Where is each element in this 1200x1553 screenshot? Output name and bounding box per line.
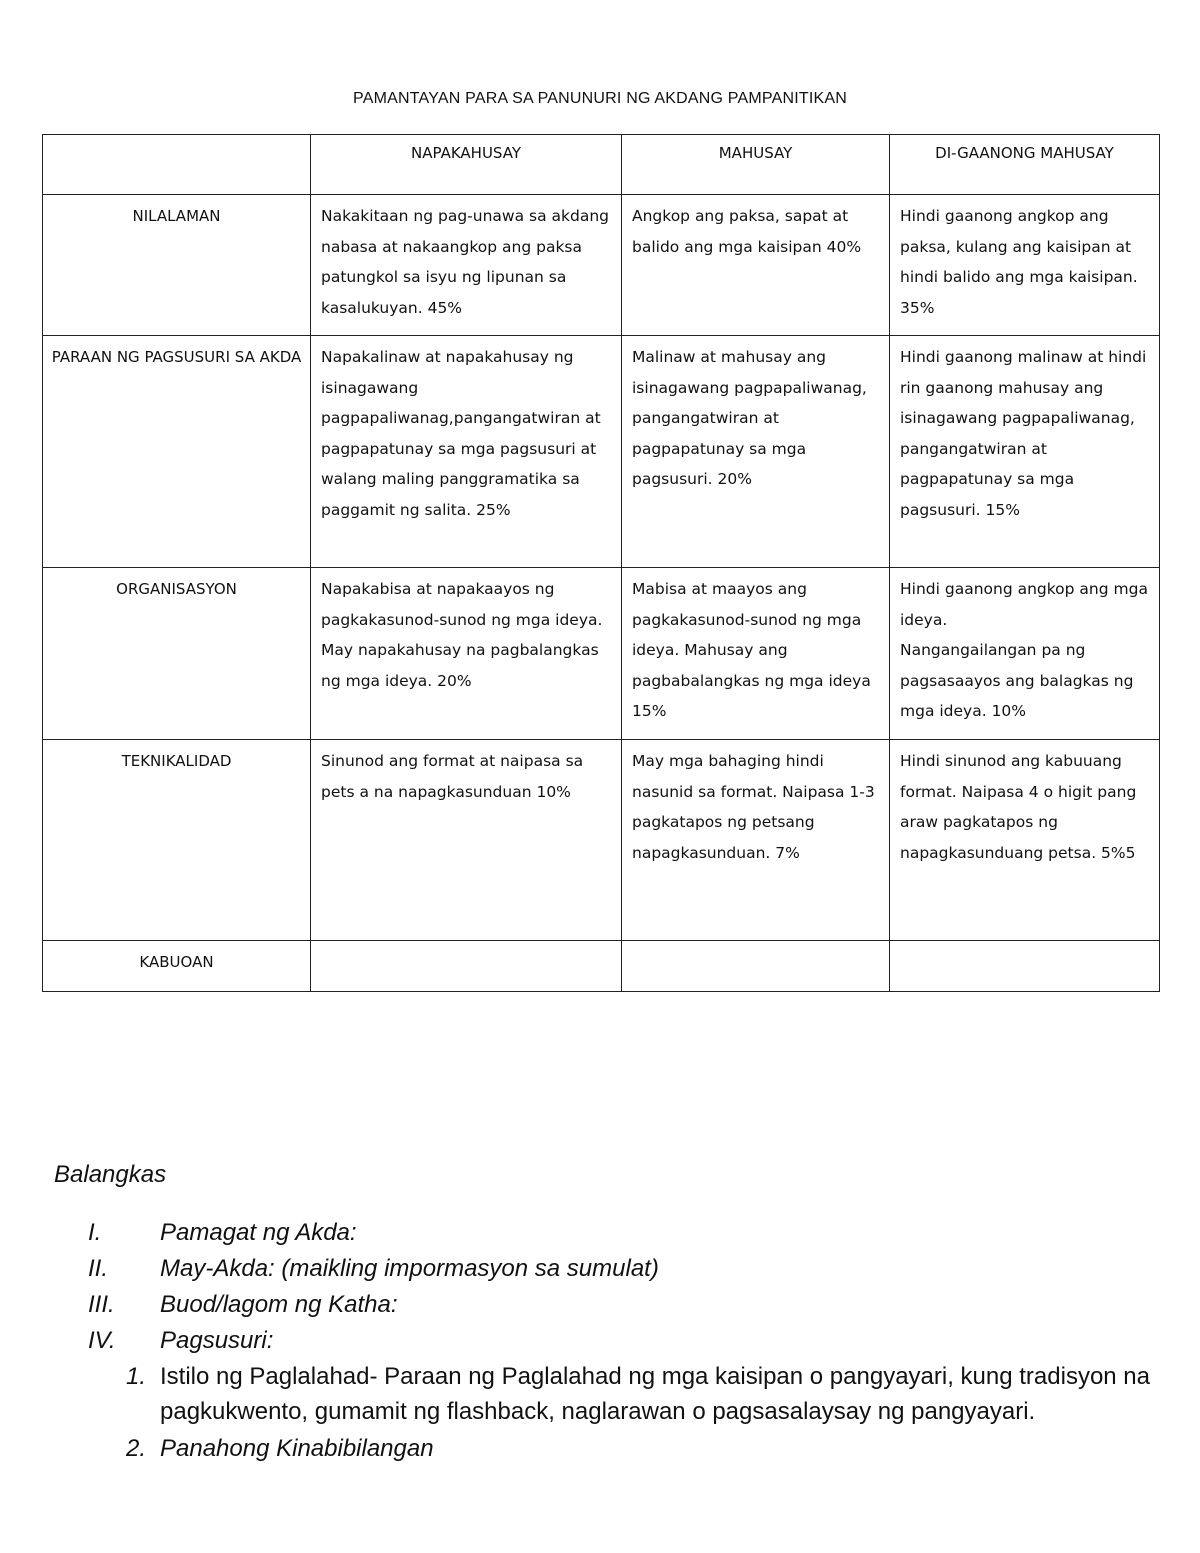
criterion-cell: PARAAN NG PAGSUSURI SA AKDA	[43, 336, 311, 568]
criterion-cell: NILALAMAN	[43, 195, 311, 336]
sub-list-item	[126, 1431, 1164, 1466]
list-item	[54, 1323, 1164, 1359]
table-row	[43, 740, 1160, 941]
napakahusay-cell: Napakalinaw at napakahusay ng isinagawang pagpapaliwanag,pangangatwiran at pagpapatunay sa mga pagsusuri at walang maling panggramatika sa paggamit ng salita. 25%	[311, 336, 622, 568]
list-number: IV.	[88, 1327, 116, 1354]
napakahusay-cell: Napakabisa at napakaayos ng pagkakasunod-sunod ng mga ideya. May napakahusay na pagbalangkas ng mga ideya. 20%	[311, 568, 622, 740]
header-di-gaanong-mahusay: DI-GAANONG MAHUSAY	[890, 135, 1160, 195]
list-item-text: Pamagat ng Akda:	[160, 1219, 357, 1246]
mahusay-cell	[622, 941, 890, 992]
di-gaanong-mahusay-cell: Hindi gaanong angkop ang mga ideya. Nangangailangan pa ng pagsasaayos ang balagkas ng mga ideya. 10%	[890, 568, 1160, 740]
list-item	[54, 1215, 1164, 1251]
table-row	[43, 195, 1160, 336]
sub-list	[126, 1359, 1164, 1466]
di-gaanong-mahusay-cell	[890, 941, 1160, 992]
header-mahusay: MAHUSAY	[622, 135, 890, 195]
di-gaanong-mahusay-cell: Hindi sinunod ang kabuuang format. Naipasa 4 o higit pang araw pagkatapos ng napagkasunduang petsa. 5%5	[890, 740, 1160, 941]
napakahusay-cell	[311, 941, 622, 992]
sub-list-number: 1.	[126, 1363, 147, 1390]
list-item	[54, 1287, 1164, 1323]
list-item-text: Pagsusuri:	[160, 1327, 274, 1354]
mahusay-cell: Malinaw at mahusay ang isinagawang pagpapaliwanag, pangangatwiran at pagpapatunay sa mga pagsusuri. 20%	[622, 336, 890, 568]
criterion-cell: KABUOAN	[43, 941, 311, 992]
mahusay-cell: Mabisa at maayos ang pagkakasunod-sunod ng mga ideya. Mahusay ang pagbabalangkas ng mga ideya 15%	[622, 568, 890, 740]
table-header-row	[43, 135, 1160, 195]
table-row	[43, 336, 1160, 568]
criterion-cell: TEKNIKALIDAD	[43, 740, 311, 941]
di-gaanong-mahusay-cell: Hindi gaanong angkop ang paksa, kulang ang kaisipan at hindi balido ang mga kaisipan. 35%	[890, 195, 1160, 336]
rubric-table	[42, 134, 1160, 992]
outline-title: Balangkas	[54, 1161, 167, 1188]
di-gaanong-mahusay-cell: Hindi gaanong malinaw at hindi rin gaanong mahusay ang isinagawang pagpapaliwanag, pangangatwiran at pagpapatunay sa mga pagsusuri. 15%	[890, 336, 1160, 568]
header-napakahusay: NAPAKAHUSAY	[311, 135, 622, 195]
table-row	[43, 568, 1160, 740]
mahusay-cell: May mga bahaging hindi nasunid sa format. Naipasa 1-3 pagkatapos ng petsang napagkasunduan. 7%	[622, 740, 890, 941]
outline-section	[54, 1157, 1164, 1468]
list-item-text: Buod/lagom ng Katha:	[160, 1291, 398, 1318]
list-item-text: May-Akda: (maikling impormasyon sa sumulat)	[160, 1255, 659, 1282]
sub-list-text: Panahong Kinabibilangan	[160, 1435, 434, 1462]
sub-list-text: Istilo ng Paglalahad- Paraan ng Paglalahad ng mga kaisipan o pangyayari, kung tradisyon na pagkukwento, gumamit ng flashback, naglarawan o pagsasalaysay ng pangyayari.	[160, 1363, 1150, 1425]
table-row	[43, 941, 1160, 992]
list-number: III.	[88, 1291, 115, 1318]
napakahusay-cell: Nakakitaan ng pag-unawa sa akdang nabasa at nakaangkop ang paksa patungkol sa isyu ng lipunan sa kasalukuyan. 45%	[311, 195, 622, 336]
sub-list-number: 2.	[126, 1435, 147, 1462]
napakahusay-cell: Sinunod ang format at naipasa sa pets a na napagkasunduan 10%	[311, 740, 622, 941]
mahusay-cell: Angkop ang paksa, sapat at balido ang mga kaisipan 40%	[622, 195, 890, 336]
header-empty-cell	[43, 135, 311, 195]
page-title: PAMANTAYAN PARA SA PANUNURI NG AKDANG PAMPANITIKAN	[353, 90, 847, 107]
list-item	[54, 1251, 1164, 1287]
criterion-cell: ORGANISASYON	[43, 568, 311, 740]
list-number: II.	[88, 1255, 109, 1282]
list-number: I.	[88, 1219, 102, 1246]
sub-list-item	[126, 1359, 1164, 1429]
